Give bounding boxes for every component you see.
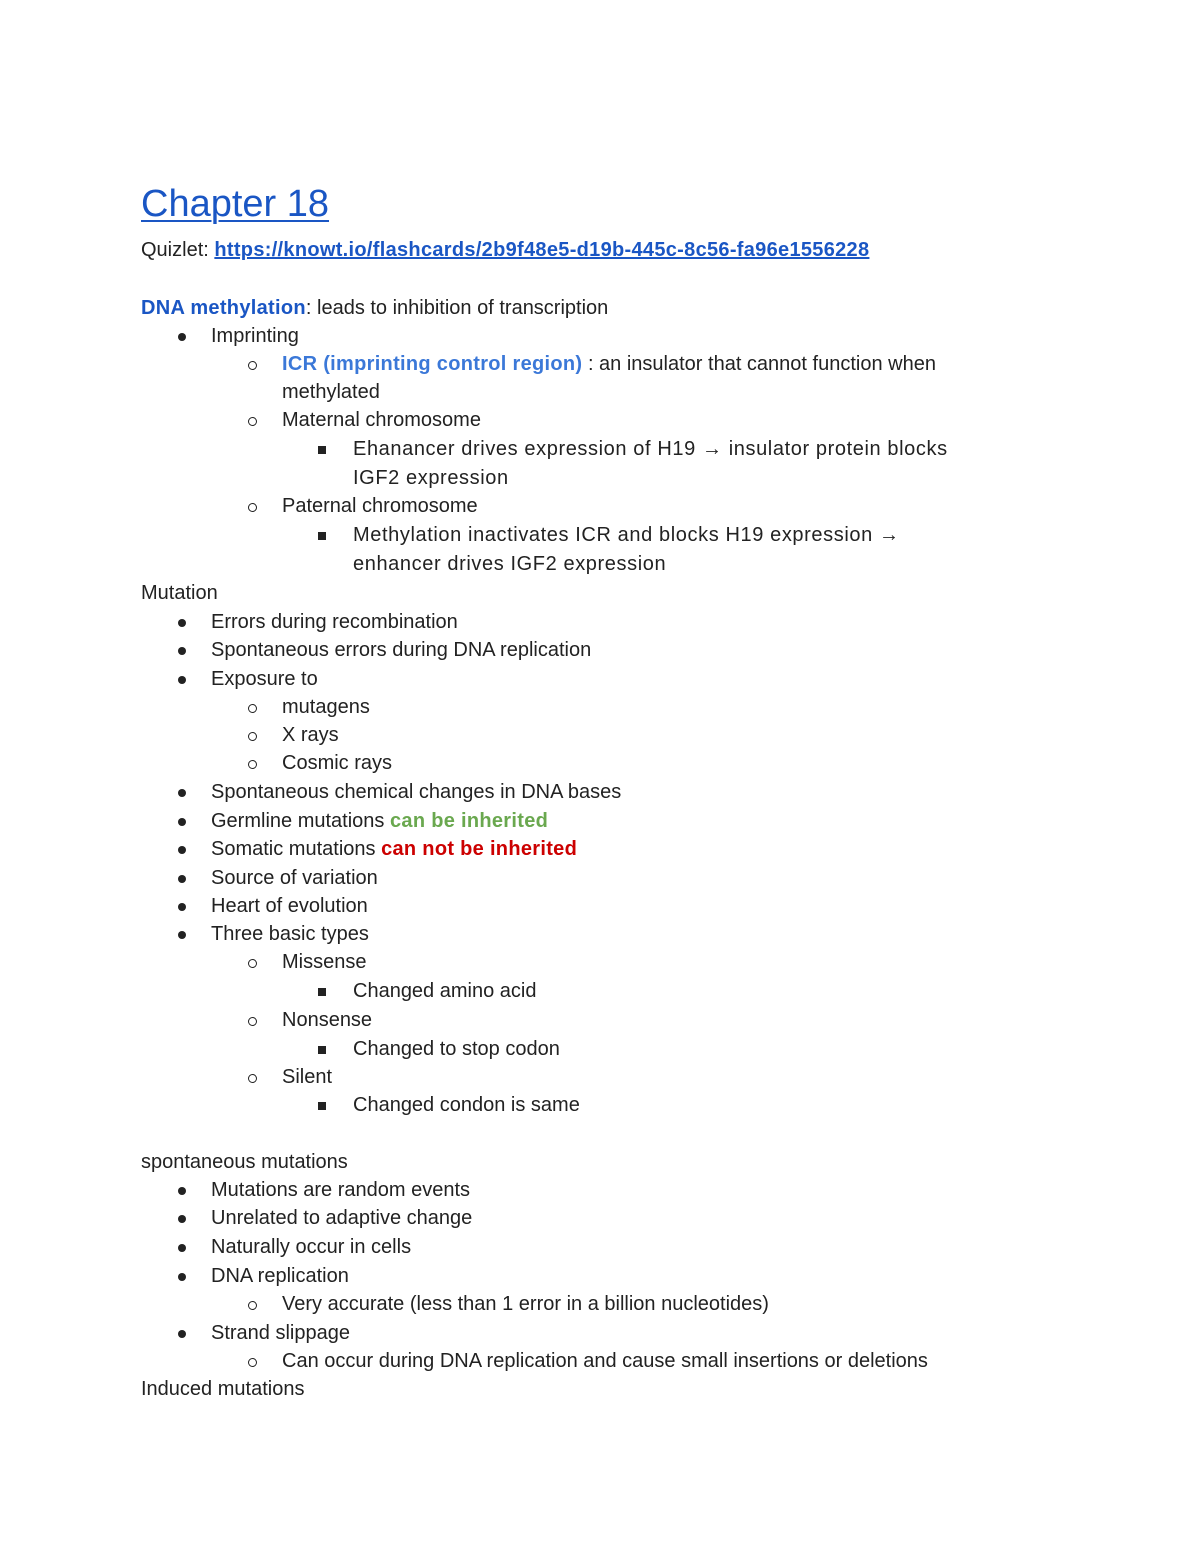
list-item: Nonsense: [282, 1009, 373, 1031]
list-item: Missense: [282, 951, 367, 973]
bullet-icon: [178, 1330, 186, 1338]
list-item: Can occur during DNA replication and cause small insertions or deletions: [282, 1350, 928, 1372]
list-item-cont: IGF2 expression: [353, 467, 509, 489]
germline-line: [211, 807, 548, 835]
list-item: Ehanancer drives expression of H19 → insulator protein blocks: [353, 438, 948, 460]
germline-note: can be inherited: [389, 810, 549, 832]
bullet-icon: [178, 619, 186, 627]
bullet-icon: [178, 875, 186, 883]
bullet-icon: [178, 846, 186, 854]
dna-methylation-term: DNA methylation: [141, 297, 306, 319]
circle-bullet-icon: [248, 959, 257, 968]
list-item: Very accurate (less than 1 error in a billion nucleotides): [282, 1293, 769, 1315]
list-item: DNA replication: [211, 1265, 349, 1287]
dna-methylation-definition: : leads to inhibition of transcription: [305, 297, 609, 319]
bullet-icon: [178, 903, 186, 911]
square-bullet-icon: [318, 988, 326, 996]
somatic-label: Somatic mutations: [211, 838, 382, 860]
circle-bullet-icon: [248, 503, 257, 512]
list-item: Errors during recombination: [211, 611, 458, 633]
bullet-icon: [178, 1244, 186, 1252]
list-item: Cosmic rays: [282, 752, 393, 774]
somatic-line: [211, 835, 577, 863]
list-item: Paternal chromosome: [282, 495, 478, 517]
bullet-icon: [178, 676, 186, 684]
quizlet-line: [141, 236, 869, 264]
icr-definition-cont: methylated: [282, 381, 380, 403]
dna-methylation-line: [141, 294, 608, 322]
icr-term: ICR (imprinting control region): [282, 353, 583, 375]
bullet-icon: [178, 789, 186, 797]
circle-bullet-icon: [248, 1017, 257, 1026]
bullet-icon: [178, 647, 186, 655]
list-item: Changed condon is same: [353, 1094, 580, 1116]
circle-bullet-icon: [248, 361, 257, 370]
bullet-icon: [178, 818, 186, 826]
list-item: Source of variation: [211, 867, 378, 889]
list-item: Naturally occur in cells: [211, 1236, 412, 1258]
list-item: Heart of evolution: [211, 895, 368, 917]
list-item: Unrelated to adaptive change: [211, 1207, 473, 1229]
icr-definition: : an insulator that cannot function when: [582, 353, 936, 375]
circle-bullet-icon: [248, 1358, 257, 1367]
section-heading: spontaneous mutations: [141, 1151, 348, 1173]
list-item: Changed to stop codon: [353, 1038, 560, 1060]
bullet-icon: [178, 1187, 186, 1195]
quizlet-link[interactable]: https://knowt.io/flashcards/2b9f48e5-d19b-445c-8c56-fa96e1556228: [214, 239, 870, 261]
square-bullet-icon: [318, 1102, 326, 1110]
list-item-cont: enhancer drives IGF2 expression: [353, 553, 667, 575]
circle-bullet-icon: [248, 1074, 257, 1083]
list-item: Spontaneous errors during DNA replication: [211, 639, 592, 661]
quizlet-label: Quizlet:: [141, 239, 215, 261]
square-bullet-icon: [318, 446, 326, 454]
section-heading: Mutation: [141, 582, 218, 604]
list-item: Three basic types: [211, 923, 369, 945]
list-item: Methylation inactivates ICR and blocks H19 expression →: [353, 524, 900, 546]
square-bullet-icon: [318, 1046, 326, 1054]
circle-bullet-icon: [248, 760, 257, 769]
section-heading: Induced mutations: [141, 1378, 305, 1400]
list-item: Strand slippage: [211, 1322, 350, 1344]
circle-bullet-icon: [248, 732, 257, 741]
bullet-icon: [178, 1215, 186, 1223]
list-item: Mutations are random events: [211, 1179, 471, 1201]
circle-bullet-icon: [248, 417, 257, 426]
bullet-icon: [178, 1273, 186, 1281]
list-item: X rays: [282, 724, 339, 746]
somatic-note: can not be inherited: [381, 838, 578, 860]
square-bullet-icon: [318, 532, 326, 540]
list-item: Exposure to: [211, 668, 318, 690]
list-item: mutagens: [282, 696, 370, 718]
circle-bullet-icon: [248, 704, 257, 713]
page-title[interactable]: Chapter 18: [141, 183, 330, 225]
germline-label: Germline mutations: [211, 810, 390, 832]
bullet-icon: [178, 931, 186, 939]
list-item: Changed amino acid: [353, 980, 537, 1002]
list-item: Silent: [282, 1066, 333, 1088]
circle-bullet-icon: [248, 1301, 257, 1310]
bullet-icon: [178, 333, 186, 341]
icr-line: [282, 350, 936, 378]
list-item: Maternal chromosome: [282, 409, 481, 431]
list-item: Imprinting: [211, 325, 299, 347]
list-item: Spontaneous chemical changes in DNA bases: [211, 781, 622, 803]
